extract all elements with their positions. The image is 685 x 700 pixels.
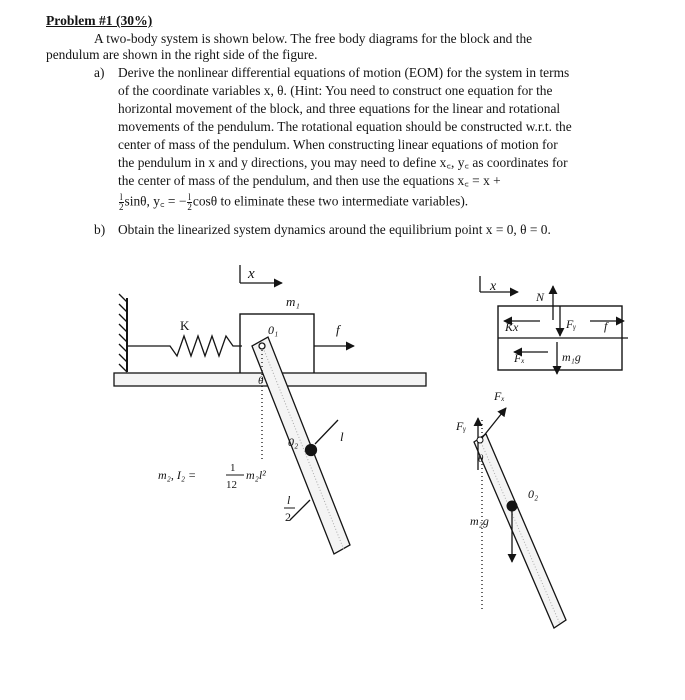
fbd-pend-fy-label: Fᵧ — [456, 419, 467, 433]
pendulum-bar — [252, 337, 350, 554]
fbd-theta-label: θ — [478, 453, 484, 465]
fbd-fy-label: Fᵧ — [566, 317, 577, 331]
spring-k-label: K — [180, 318, 190, 333]
intro-line-1: A two-body system is shown below. The free body diagrams for the block and the — [94, 31, 533, 46]
part-a-line-6: the pendulum in x and y directions, you may need to define x꜀, y꜀ as coordinates for — [118, 155, 568, 170]
o2-label: 0₂ — [288, 435, 299, 449]
inertia-annotation — [158, 462, 266, 491]
frac-l-over-2-b: $\frac{l}{2}$ — [187, 192, 192, 212]
inertia-frac-den: 12 — [226, 479, 237, 491]
fbd-m1g-label: m₁g — [562, 350, 581, 364]
half-frac-den: 2 — [285, 510, 291, 524]
x-label: x — [248, 266, 255, 282]
o1-label: 0₁ — [268, 323, 279, 337]
part-a-line-4: movements of the pendulum. The rotational equation should be constructed w.r.t. the — [118, 119, 572, 134]
problem-title: Problem #1 (30%) — [46, 13, 153, 28]
part-a-line-8-seg1: sinθ, y꜀ = − — [124, 193, 187, 209]
fbd-x-label: x — [490, 279, 497, 294]
length-l-label: l — [340, 429, 344, 444]
fbd-pivot — [477, 437, 483, 443]
fbd-pend-fx-label: Fₓ — [494, 389, 505, 403]
frac-l-over-2: $\frac{l}{2}$ — [119, 192, 124, 212]
spring — [127, 336, 242, 356]
fbd-fx-label: Fₓ — [514, 351, 525, 365]
part-a-label: a) — [94, 65, 105, 80]
pivot-o1 — [259, 343, 265, 349]
fbd-n-label: N — [536, 290, 545, 304]
fbd-o2-label: 0₂ — [528, 487, 539, 501]
intro-line-2: pendulum are shown in the right side of the figure. — [46, 47, 318, 62]
part-a-line-1: Derive the nonlinear differential equations of motion (EOM) for the system in terms — [118, 65, 570, 80]
wall — [119, 294, 127, 372]
m1-label: m₁ — [286, 294, 300, 309]
fbd-m2g-label: m₂g — [470, 514, 489, 528]
part-b-label: b) — [94, 222, 106, 237]
fbd-kx-label: Kx — [505, 320, 519, 334]
part-a-line-7: the center of mass of the pendulum, and then use the equations x꜀ = x + — [118, 173, 501, 188]
part-a-line-5: center of mass of the pendulum. When constructing linear equations of motion for — [118, 137, 558, 152]
fbd-center-of-mass — [507, 501, 518, 512]
part-b-text: Obtain the linearized system dynamics around the equilibrium point x = 0, θ = 0. — [118, 222, 551, 237]
part-a-line-3: horizontal movement of the block, and three equations for the linear and rotational — [118, 101, 561, 116]
system-diagram — [114, 265, 426, 554]
half-length-annotation — [284, 493, 295, 524]
half-frac-num: l — [287, 493, 291, 507]
inertia-tail: m₂l² — [246, 468, 266, 482]
center-of-mass-o2 — [306, 445, 317, 456]
fbd-f-label: f — [604, 319, 608, 333]
m2-inertia-label: m₂, I₂ = — [158, 468, 197, 482]
x-axis-indicator — [240, 265, 282, 283]
theta-label: θ — [258, 375, 264, 387]
part-a-line-8-seg2: cosθ to eliminate these two intermediate variables). — [192, 193, 469, 209]
inertia-frac-num: 1 — [230, 462, 236, 474]
f-label: f — [336, 322, 340, 337]
part-a-line-2: of the coordinate variables x, θ. (Hint: You need to construct one equation for the — [118, 83, 553, 98]
